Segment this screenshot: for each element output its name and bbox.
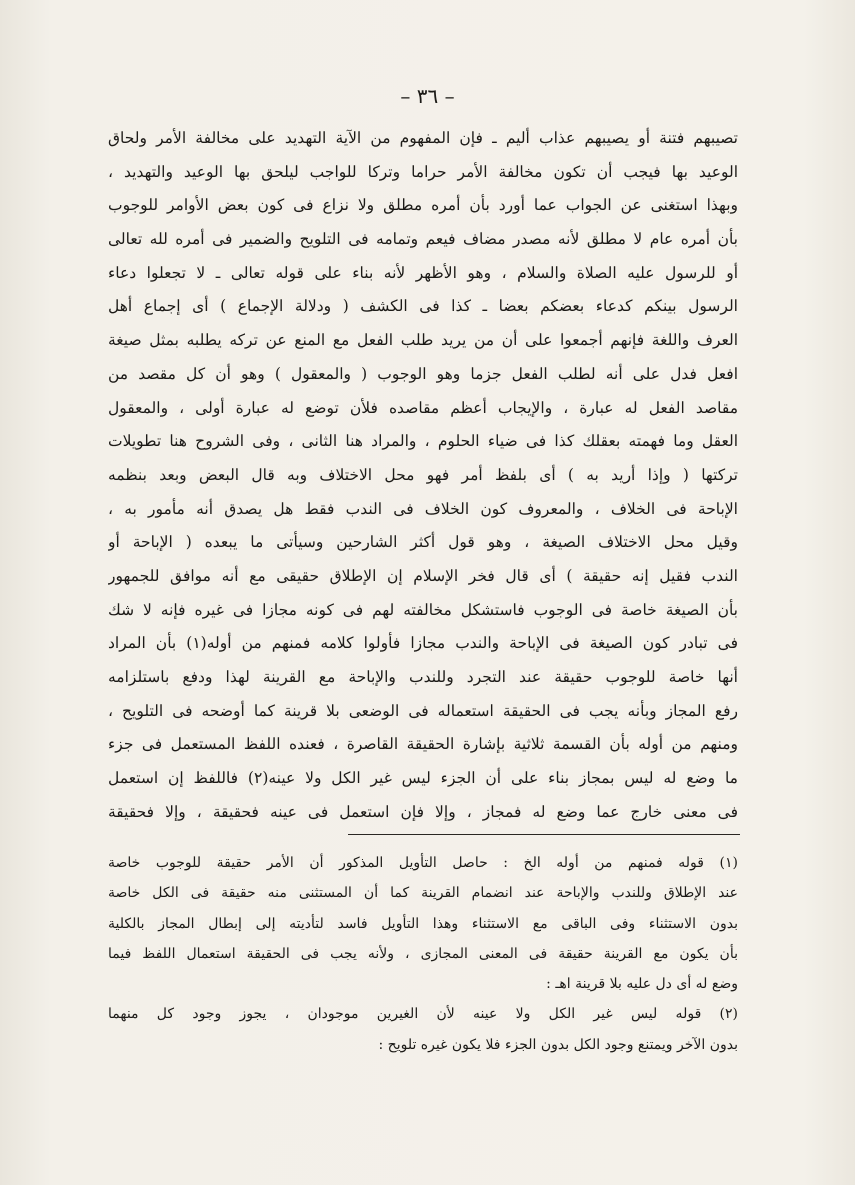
text-line: بأن الصيغة خاصة فى الوجوب فاستشكل مخالفته لهم فى كونه مجازا فى غيره فإنه لا شك [108,600,738,619]
text-line: الإباحة فى الخلاف ، والمعروف كون الخلاف فى الندب فقط هل يصدق أنه مأمور به ، [108,499,738,518]
text-line: مقاصد الفعل له عبارة ، والإيجاب أعظم مقاصده فلأن توضع له عبارة أولى ، والمعقول [108,398,738,417]
text-line: أنها خاصة للوجوب حقيقة عند التجرد وللندب والإباحة مع القرينة لهذا ودفع باستلزامه [108,668,738,686]
text-line: تصيبهم فتنة أو يصيبهم عذاب أليم ـ فإن المفهوم من الآية التهديد على مخالفة الأمر ولحاق [108,129,738,147]
footnote-line: وضع له أى دل عليه بلا قرينة اهـ : [546,976,738,993]
footnote-line: عند الإطلاق وللندب والإباحة عند انضمام القرينة كما أن المستثنى منه حقيقة فى الكل خاصة [108,885,738,902]
footnotes-block [108,848,738,1060]
text-line: العرف واللغة فإنهم أجمعوا على أن من يريد طلب الفعل مع المنع عن تركه يطلبه بمثل صيغة [108,331,738,350]
footnote-line: (٢) قوله ليس غير الكل ولا عينه لأن الغيرين موجودان ، يجوز وجود كل منهما [108,1006,738,1023]
text-line: الوعيد بها فيجب أن تكون مخالفة الأمر حراما وتركا للواجب ليلحق بها الوعيد والتهديد ، [108,162,738,181]
footnote-line: بأن يكون مع القرينة حقيقة فى المعنى المجازى ، ولأنه يجب فى الحقيقة استعمال اللفظ فيما [108,945,738,962]
footnote-separator [348,834,740,835]
footnote-line: بدون الآخر ويمتنع وجود الكل بدون الجزء فلا يكون غيره تلويح : [378,1036,738,1053]
text-line: وبهذا استغنى عن الجواب عما أورد بأن أمره مطلق ولا نزاع فى كون بعض الأوامر للوجوب [108,196,738,215]
text-line: ومنهم من أوله بأن القسمة ثلاثية بإشارة الحقيقة القاصرة ، فعنده اللفظ المستعمل فى جزء [108,735,738,754]
footnote-line: بدون الاستثناء وفى الباقى مع الاستثناء وهذا التأويل فاسد لتأديته إلى إبطال المجاز بالكلية [108,915,738,932]
footnote-line: (١) قوله فمنهم من أوله الخ : حاصل التأويل المذكور أن الأمر حقيقة للوجوب خاصة [108,855,738,871]
text-line: أو للرسول عليه الصلاة والسلام ، وهو الأظهر لأنه بناء على قوله تعالى ـ لا تجعلوا دعاء [108,263,738,282]
text-line: افعل فدل على أنه لطلب الفعل جزما وهو الوجوب ( والمعقول ) وهو أن كل مقصد من [108,364,738,383]
text-line: ما وضع له ليس بمجاز بناء على أن الجزء ليس غير الكل ولا عينه(٢) فاللفظ إن استعمل [108,769,738,788]
text-line: العقل وما فهمته بعقلك كذا فى ضياء الحلوم ، والمراد هنا الثانى ، وفى الشروح هنا تطويلات [108,432,738,451]
main-text-block [108,122,738,829]
text-line: فى معنى خارج عما وضع له فمجاز ، وإلا فإن استعمل فى عينه فحقيقة ، وإلا فحقيقة [108,802,738,821]
text-line: الندب فقيل إنه حقيقة ) أى قال فخر الإسلام إن الإطلاق حقيقى مع أنه موافق للجمهور [108,566,738,585]
text-line: بأن أمره عام لا مطلق لأنه مصدر مضاف فيعم وتمامه فى التلويح والضمير فى أمره لله تعالى [108,230,738,249]
text-line: رفع المجاز وبأنه يجب فى الحقيقة استعماله فى الوضعى بلا قرينة كما أوضحه فى التلويح ، [108,701,738,720]
text-line: الرسول بينكم كدعاء بعضكم بعضا ـ كذا فى الكشف ( ودلالة الإجماع ) أى إجماع أهل [108,297,738,316]
text-line: تركتها ( وإذا أريد به ) أى بلفظ أمر فهو محل الاختلاف وبه قال البعض وبعد بنظمه [108,465,738,484]
page-number: – ٣٦ – [400,84,455,108]
text-line: وقيل محل الاختلاف الصيغة ، وهو قول أكثر الشارحين وسيأتى ما يبعده ( الإباحة أو [108,533,738,552]
text-line: فى تبادر كون الصيغة فى الإباحة والندب مجازا فأولوا كلامه فمنهم من أوله(١) بأن المراد [108,634,738,653]
